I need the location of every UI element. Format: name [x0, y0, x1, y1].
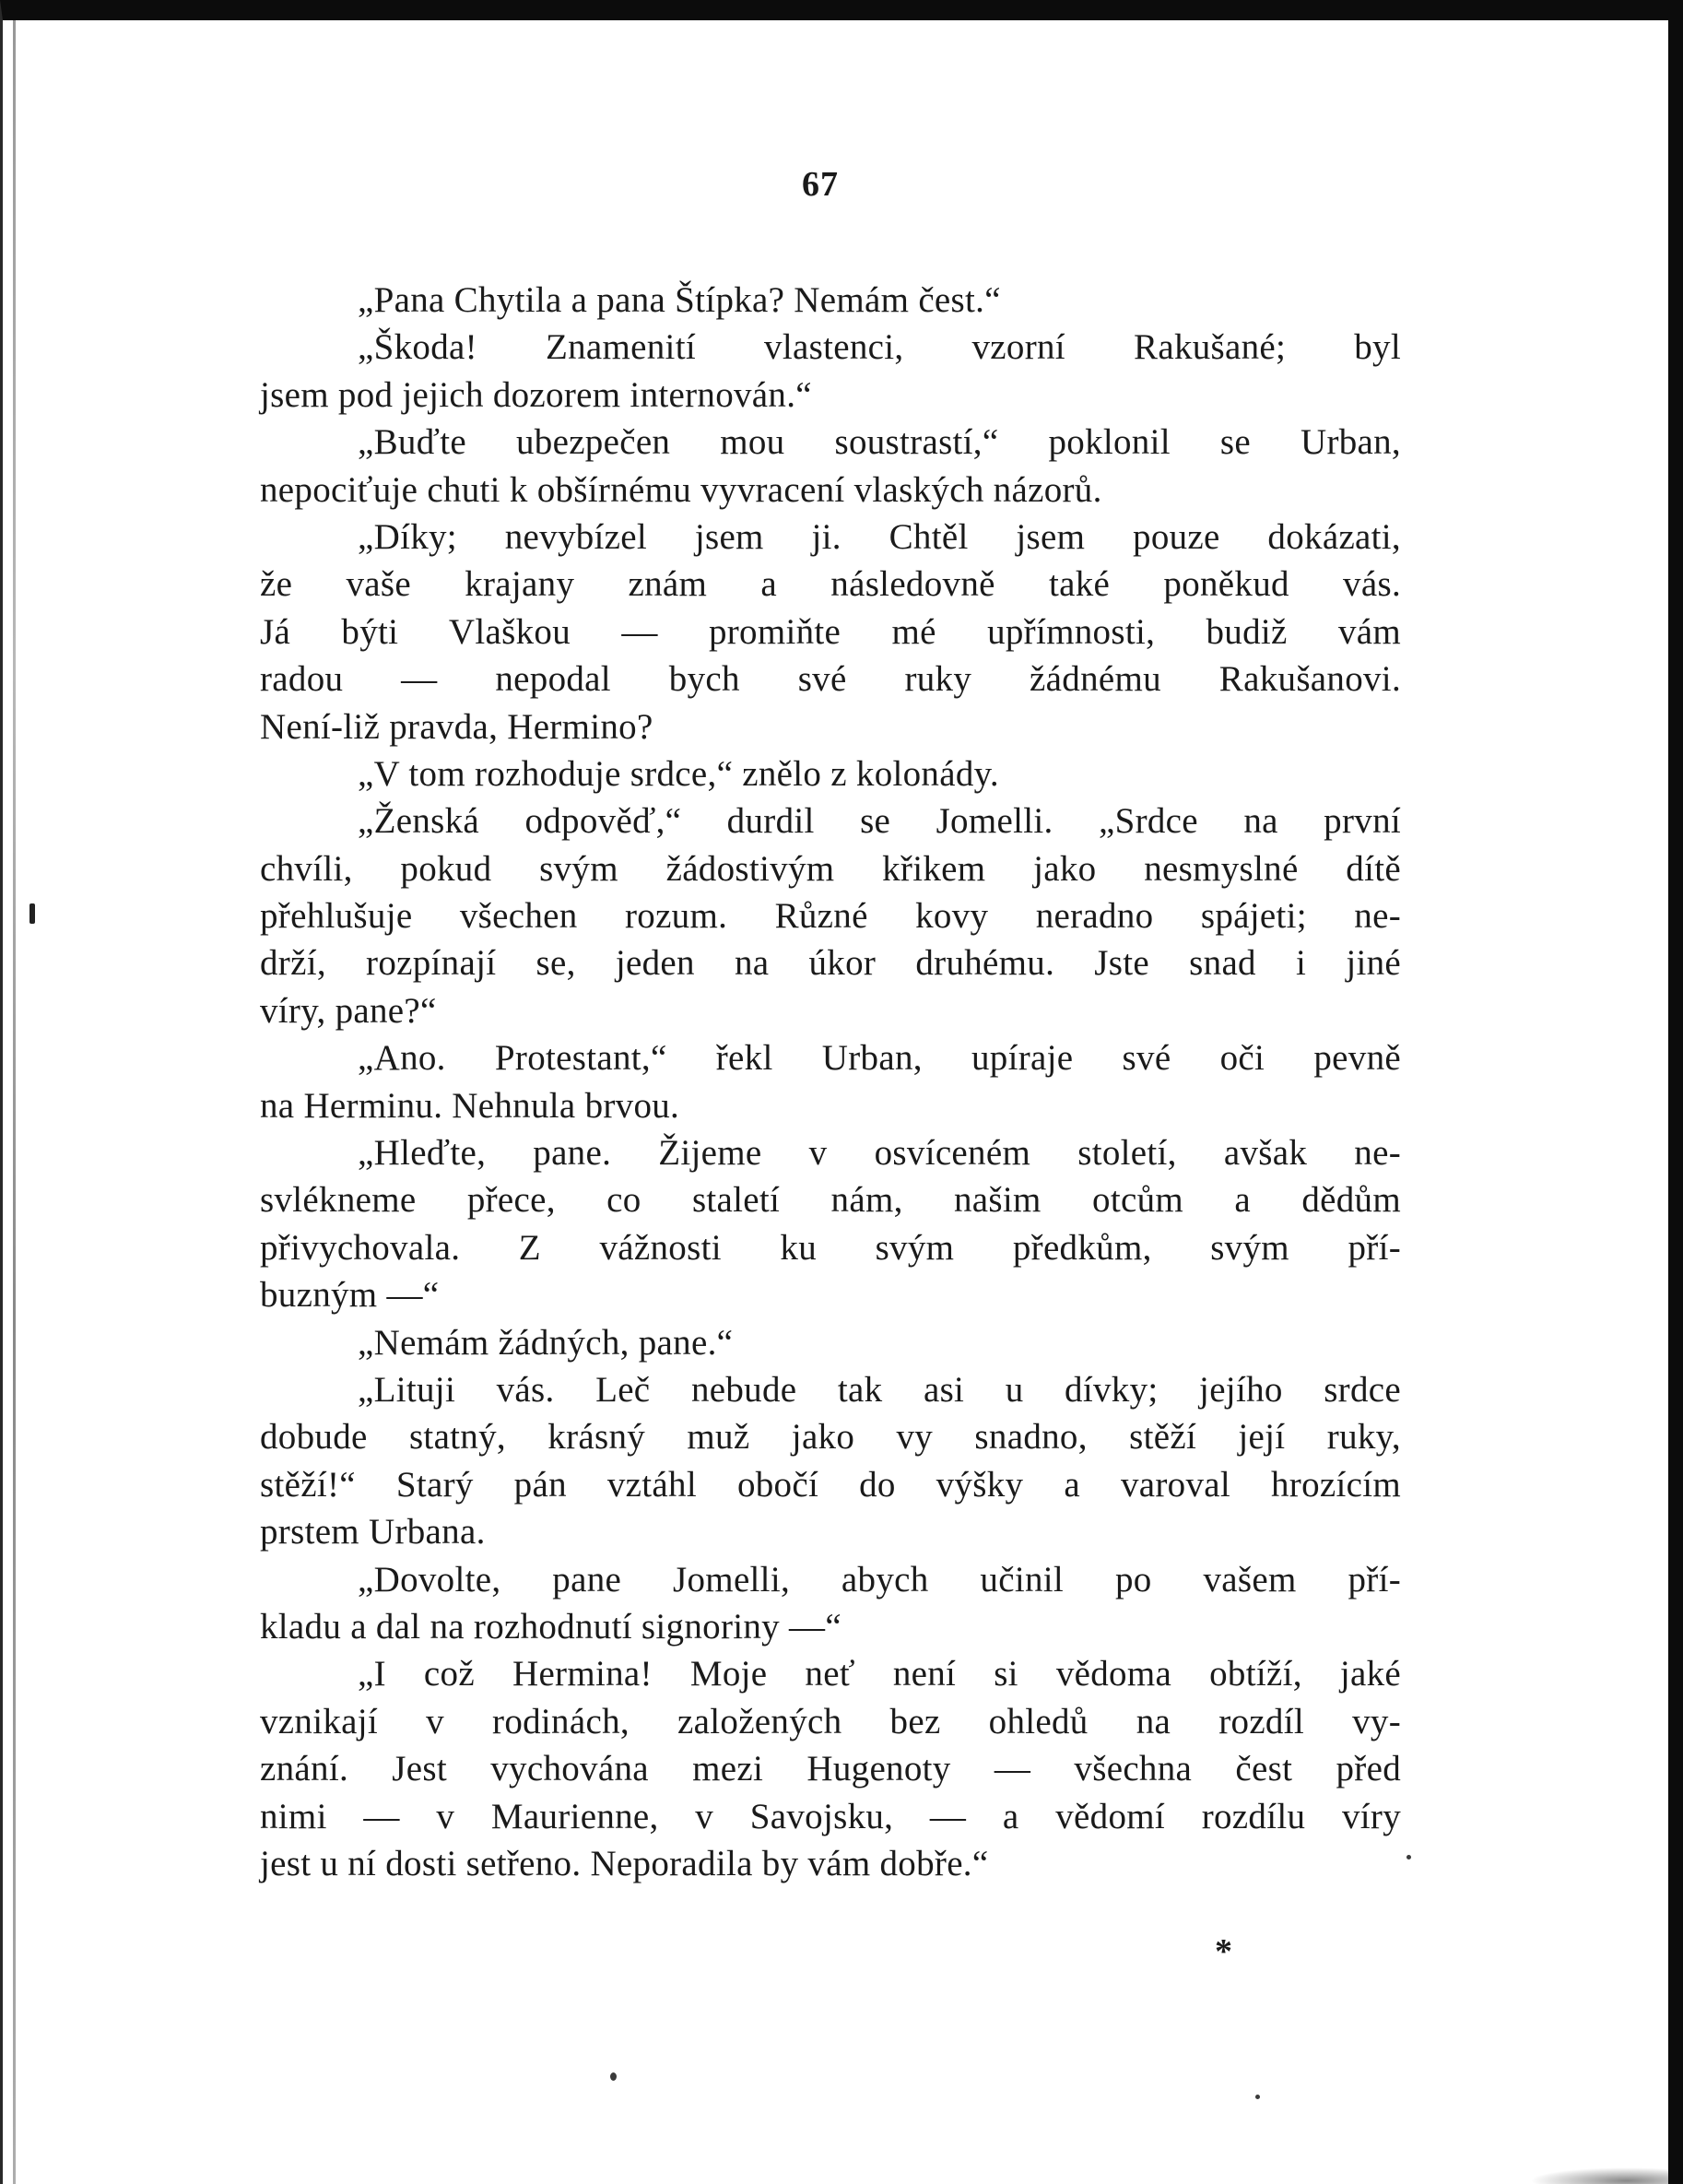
- text-line: „Hleďte, pane. Žijeme v osvíceném století, avšak ne-: [358, 1133, 1401, 1174]
- text-line: znání. Jest vychována mezi Hugenoty — všechna čest před: [260, 1749, 1401, 1789]
- text-line: „Ženská odpověď,“ durdil se Jomelli. „Srdce na první: [358, 801, 1401, 842]
- body-text: [260, 277, 1401, 1887]
- text-line: „Lituji vás. Leč nebude tak asi u dívky; jejího srdce: [358, 1369, 1401, 1410]
- page-number: 67: [802, 165, 839, 204]
- section-end-asterisk: *: [1215, 1932, 1232, 1971]
- text-line: „Díky; nevybízel jsem ji. Chtěl jsem pouze dokázati,: [358, 516, 1401, 557]
- scan-speck: [610, 2072, 617, 2081]
- scan-speck: [29, 903, 35, 924]
- text-line: kladu a dal na rozhodnutí signoriny —“: [260, 1606, 842, 1647]
- page-left-edge: [13, 20, 16, 2184]
- scan-speck: [1406, 1855, 1411, 1859]
- text-line: jest u ní dosti setřeno. Neporadila by vám dobře.“: [260, 1843, 989, 1883]
- text-line: radou — nepodal bych své ruky žádnému Rakušanovi.: [260, 659, 1401, 700]
- text-line: drží, rozpínají se, jeden na úkor druhému. Jste snad i jiné: [260, 943, 1401, 984]
- text-line: vznikají v rodinách, založených bez ohledů na rozdíl vy-: [260, 1701, 1401, 1741]
- text-line: „I což Hermina! Moje neť není si vědoma obtíží, jaké: [358, 1654, 1401, 1694]
- text-line: dobude statný, krásný muž jako vy snadno, stěží její ruky,: [260, 1417, 1401, 1458]
- text-line: „Nemám žádných, pane.“: [358, 1322, 734, 1363]
- text-line: jsem pod jejich dozorem internován.“: [260, 374, 812, 415]
- text-line: nimi — v Maurienne, v Savojsku, — a vědomí rozdílu víry: [260, 1796, 1401, 1836]
- text-line: Není-liž pravda, Hermino?: [260, 706, 653, 747]
- text-line: chvíli, pokud svým žádostivým křikem jako nesmyslné dítě: [260, 848, 1401, 889]
- text-line: Já býti Vlaškou — promiňte mé upřímnosti, budiž vám: [260, 611, 1401, 652]
- text-line: víry, pane?“: [260, 990, 437, 1031]
- text-line: „Pana Chytila a pana Štípka? Nemám čest.“: [358, 280, 1001, 320]
- text-line: „V tom rozhoduje srdce,“ znělo z kolonády.: [358, 753, 999, 794]
- text-line: svlékneme přece, co staletí nám, našim otcům a dědům: [260, 1180, 1401, 1221]
- text-line: přivychovala. Z vážnosti ku svým předkům, svým pří-: [260, 1227, 1401, 1268]
- text-line: na Herminu. Nehnula brvou.: [260, 1085, 680, 1126]
- scan-bottom-grain: [1530, 2167, 1668, 2184]
- text-line: „Ano. Protestant,“ řekl Urban, upíraje své oči pevně: [358, 1038, 1401, 1079]
- text-line: přehlušuje všechen rozum. Různé kovy neradno spájeti; ne-: [260, 896, 1401, 937]
- text-line: stěží!“ Starý pán vztáhl obočí do výšky a varoval hrozícím: [260, 1464, 1401, 1505]
- text-line: že vaše krajany znám a následovně také poněkud vás.: [260, 564, 1401, 605]
- text-line: nepociťuje chuti k obšírnému vyvracení vlaských názorů.: [260, 469, 1102, 510]
- text-line: „Buďte ubezpečen mou soustrastí,“ poklonil se Urban,: [358, 422, 1401, 463]
- text-line: prstem Urbana.: [260, 1512, 486, 1552]
- text-line: buzným —“: [260, 1275, 440, 1316]
- text-line: „Škoda! Znamenití vlastenci, vzorní Rakušané; byl: [358, 327, 1401, 368]
- scan-speck: [1255, 2095, 1260, 2099]
- text-line: „Dovolte, pane Jomelli, abych učinil po vašem pří-: [358, 1559, 1401, 1600]
